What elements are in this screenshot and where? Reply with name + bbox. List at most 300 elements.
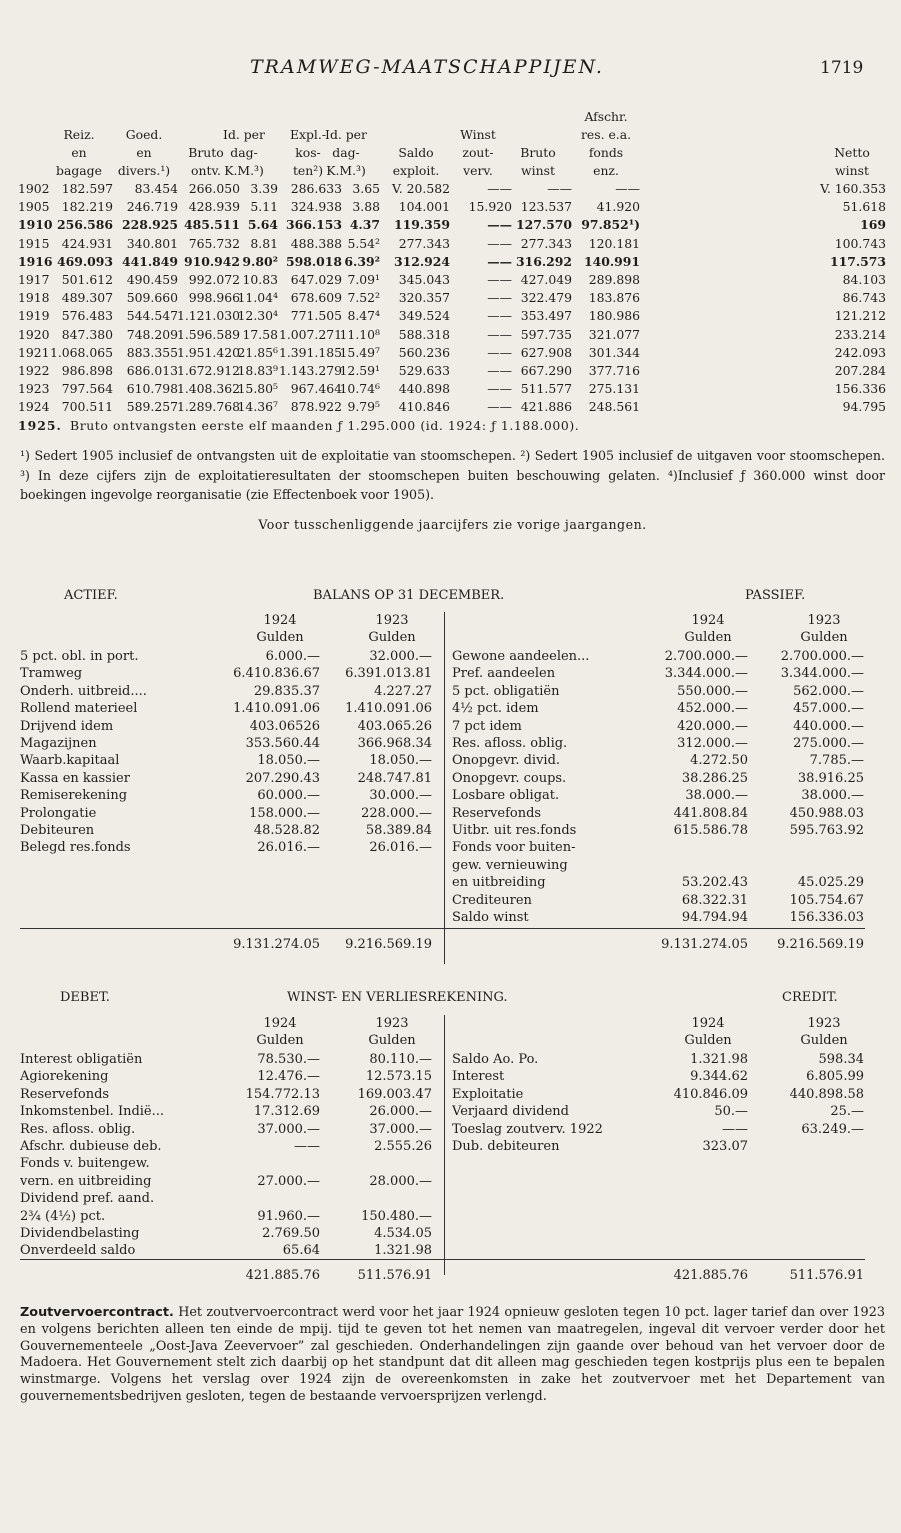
row-year: 1917: [18, 271, 50, 287]
balance-right-value: 2.700.000.—: [664, 649, 748, 664]
pl-right-value: 25.—: [830, 1104, 864, 1120]
results-row: [18, 198, 888, 216]
row-value: 83.454: [134, 181, 178, 196]
row-value: 1.289.768: [176, 399, 240, 415]
row-value: 10.83: [242, 271, 278, 287]
row-value: 883.355: [126, 344, 178, 360]
results-header-cell: dag-: [332, 145, 360, 160]
row-value: 169: [860, 217, 886, 233]
results-row: [18, 380, 888, 398]
row-value: 9.80²: [242, 253, 278, 269]
pl-left-value: 2.555.26: [374, 1139, 432, 1154]
results-row: [18, 326, 888, 344]
results-header-cell: Bruto: [188, 145, 224, 160]
row-value: 353.497: [520, 308, 572, 324]
balance-right-value: 2.700.000.—: [780, 649, 864, 664]
pl-left-value: 37.000.—: [257, 1121, 320, 1137]
row-value: 5.64: [247, 217, 278, 233]
pl-total-rule: [20, 1259, 865, 1260]
row-value: 312.924: [393, 253, 450, 269]
pl-left-label: Dividendbelasting: [20, 1226, 140, 1241]
row-value: ——: [487, 217, 512, 233]
pl-right-label: Saldo Ao. Po.: [452, 1052, 539, 1067]
results-header-row: [18, 108, 888, 126]
row-year: 1916: [18, 253, 53, 269]
results-header-cell: verv.: [463, 163, 493, 178]
row-value: 560.236: [398, 344, 450, 360]
row-value: 878.922: [290, 399, 342, 415]
row-value: ——: [487, 181, 512, 196]
row-value: 3.88: [352, 199, 380, 215]
balance-left-value: 403.065.26: [357, 718, 432, 734]
pl-year-l: 1923: [375, 1016, 409, 1031]
balance-left-value: 60.000.—: [257, 788, 320, 804]
row-value: 182.219: [61, 199, 113, 215]
balance-right-value: 312.000.—: [677, 736, 748, 751]
results-header-cell: Afschr.: [584, 109, 628, 124]
row-value: 8.47⁴: [347, 308, 380, 324]
pl-left-value: 12.573.15: [365, 1069, 432, 1085]
results-row: [18, 180, 888, 198]
row-year: 1923: [18, 381, 50, 397]
balance-divider: [444, 612, 445, 964]
pl-total-left: 511.576.91: [357, 1268, 432, 1283]
pl-left-value: 91.960.—: [257, 1208, 320, 1224]
row-year: 1925.: [18, 418, 62, 434]
pl-unit-r: Gulden: [800, 1033, 848, 1048]
balance-left-value: 403.06526: [249, 718, 320, 734]
balance-left-label: Remiserekening: [20, 788, 128, 804]
results-header-cell: Netto: [834, 145, 870, 160]
pl-left-value: 78.530.—: [257, 1052, 320, 1067]
pl-right-value: 1.321.98: [690, 1052, 748, 1067]
balance-left-value: 1.410.091.06: [233, 701, 320, 717]
row-value: 748.209: [126, 326, 178, 342]
row-year: 1918: [18, 290, 50, 306]
row-value: 797.564: [61, 381, 113, 397]
row-value: 86.743: [842, 290, 886, 306]
results-header-cell: en: [136, 145, 152, 160]
row-value: 301.344: [588, 344, 640, 360]
balance-right-label: Pref. aandeelen: [452, 666, 556, 682]
balance-right-value: 441.808.84: [673, 805, 748, 821]
pl-left-value: 37.000.—: [369, 1121, 432, 1137]
balance-right-label: Saldo winst: [452, 910, 529, 925]
pl-left-label: Afschr. dubieuse deb.: [20, 1139, 162, 1154]
row-value: 576.483: [61, 308, 113, 324]
pl-right-label: Dub. debiteuren: [452, 1139, 560, 1154]
row-value: 11.04⁴: [237, 290, 278, 306]
balance-left-value: 366.968.34: [357, 736, 432, 751]
balance-right-label: Losbare obligat.: [452, 788, 560, 804]
balance-left-value: 26.016.—: [257, 840, 320, 856]
row-value: 15.80⁵: [237, 381, 278, 397]
balance-sheet: [20, 612, 885, 972]
results-header-cell: Id. per: [223, 127, 265, 142]
balance-left-value: 6.391.013.81: [345, 666, 432, 682]
pl-total-right: 421.885.76: [673, 1268, 748, 1283]
row-value: 1.143.279: [278, 362, 342, 378]
row-value: 345.043: [398, 271, 450, 287]
row-value: 324.938: [290, 199, 342, 215]
results-header-cell: fonds: [588, 145, 624, 160]
results-header-cell: Reiz.: [63, 127, 95, 142]
balance-right-label: Onopgevr. coups.: [452, 770, 567, 786]
see-previous-note: Voor tusschenliggende jaarcijfers zie vorige jaargangen.: [258, 516, 647, 532]
row-value: 100.743: [834, 235, 886, 251]
row-value: ——: [487, 344, 512, 360]
row-value: 529.633: [398, 362, 450, 378]
row-value: 3.39: [250, 181, 278, 196]
row-value: 127.570: [515, 217, 572, 233]
row-value: V. 160.353: [820, 181, 886, 196]
row-value: 84.103: [842, 271, 886, 287]
balance-left-value: 26.016.—: [369, 840, 432, 856]
results-header-cell: winst: [835, 163, 869, 178]
balance-left-label: Debiteuren: [20, 823, 95, 838]
row-value: 1.596.589: [176, 326, 240, 342]
balance-left-value: 48.528.82: [253, 823, 320, 838]
row-value: 967.464: [290, 381, 342, 397]
row-value: ——: [487, 326, 512, 342]
balance-left-value: 4.227.27: [374, 683, 432, 699]
pl-right-label: Toeslag zoutverv. 1922: [452, 1121, 603, 1137]
balance-year-r: 1924: [691, 613, 725, 628]
pl-left-label: Reservefonds: [20, 1086, 110, 1102]
row-value: 41.920: [596, 199, 640, 215]
row-value: 266.050: [188, 181, 240, 196]
results-header-cell: zout-: [462, 145, 494, 160]
pl-left-value: 1.321.98: [374, 1243, 432, 1259]
row-1925-text: Bruto ontvangsten eerste elf maanden ƒ 1.295.000 (id. 1924: ƒ 1.188.000).: [70, 418, 580, 434]
pl-right-value: 50.—: [714, 1104, 748, 1120]
balance-year-l: 1923: [375, 613, 409, 628]
results-header-cell: kos-: [295, 145, 321, 160]
row-value: 207.284: [834, 362, 886, 378]
balance-left-label: Drijvend idem: [20, 718, 114, 734]
row-value: 509.660: [126, 290, 178, 306]
balance-right-title: PASSIEF.: [745, 588, 806, 603]
row-value: 12.59¹: [339, 362, 380, 378]
row-value: 588.318: [398, 326, 450, 342]
row-value: ——: [487, 381, 512, 397]
balance-right-label: Reservefonds: [452, 805, 542, 821]
results-header-cell: Bruto: [520, 145, 556, 160]
pl-left-value: ——: [294, 1139, 320, 1154]
balance-right-label: Res. afloss. oblig.: [452, 736, 568, 751]
footnotes: ¹) Sedert 1905 inclusief de ontvangsten uit de exploitatie van stoomschepen. ²) Sedert 1905 inclusief de uitgaven voor stoomschepen. ³) In deze cijfers zijn de exploitatieresultaten der stoomschepen buiten beschouwing gelaten. ⁴)Inclusief ƒ 360.000 winst door boekingen ingevolge reorganisatie (zie Effectenboek voor 1905).: [20, 448, 885, 502]
page-number: 1719: [820, 58, 864, 78]
pl-left-label: Agiorekening: [20, 1069, 109, 1085]
balance-left-value: 29.835.37: [253, 683, 320, 699]
results-header-cell: res. e.a.: [580, 127, 632, 142]
row-value: 4.37: [349, 217, 380, 233]
row-value: ——: [615, 181, 640, 196]
pl-left-value: 12.476.—: [257, 1069, 320, 1085]
row-value: ——: [487, 271, 512, 287]
balance-unit-l: Gulden: [256, 630, 304, 645]
results-header-row: [18, 162, 888, 180]
row-value: 320.357: [398, 290, 450, 306]
balance-right-label: Crediteuren: [452, 892, 532, 908]
row-value: 366.153: [285, 217, 342, 233]
row-value: 7.09¹: [347, 271, 380, 287]
results-header-cell: K.M.³): [224, 163, 264, 178]
row-value: 349.524: [398, 308, 450, 324]
row-value: 242.093: [834, 344, 886, 360]
results-header-row: [18, 144, 888, 162]
balance-right-value: 550.000.—: [677, 683, 748, 699]
pl-left-label: 2¾ (4½) pct.: [20, 1208, 106, 1224]
pl-right-label: Verjaard dividend: [452, 1104, 569, 1120]
row-value: 256.586: [56, 217, 113, 233]
balance-year-r: 1923: [807, 613, 841, 628]
row-value: 610.798: [126, 381, 178, 397]
balance-left-value: 18.050.—: [257, 753, 320, 769]
row-value: 847.380: [61, 326, 113, 342]
results-row: [18, 235, 888, 253]
row-value: 686.013: [126, 362, 178, 378]
balance-unit-l: Gulden: [368, 630, 416, 645]
balance-left-label: Prolongatie: [20, 805, 97, 821]
results-header-cell: winst: [521, 163, 555, 178]
balance-title: BALANS OP 31 DECEMBER.: [313, 588, 505, 603]
row-value: 440.898: [398, 381, 450, 397]
results-header-cell: Saldo: [398, 145, 434, 160]
row-value: 97.852¹): [581, 217, 640, 233]
balance-right-value: 38.286.25: [681, 770, 748, 786]
row-value: 277.343: [398, 235, 450, 251]
pl-right-label: Interest: [452, 1069, 505, 1085]
balance-total-rule: [20, 928, 865, 929]
balance-left-value: 58.389.84: [365, 823, 432, 838]
row-value: 1.672.912: [176, 362, 240, 378]
pl-left-label: Fonds v. buitengew.: [20, 1156, 150, 1172]
pl-right-value: 598.34: [818, 1052, 864, 1067]
results-row: [18, 398, 888, 416]
row-value: 286.633: [290, 181, 342, 196]
row-value: 123.537: [520, 199, 572, 215]
pl-left-label: Res. afloss. oblig.: [20, 1121, 136, 1137]
row-value: 910.942: [183, 253, 240, 269]
row-value: 7.52²: [347, 290, 380, 306]
pl-left-value: 27.000.—: [257, 1173, 320, 1189]
row-value: 119.359: [393, 217, 450, 233]
row-value: 424.931: [61, 235, 113, 251]
row-value: 700.511: [61, 399, 113, 415]
row-value: 10.74⁶: [339, 381, 380, 397]
pl-left-label: Interest obligatiën: [20, 1052, 143, 1067]
pl-left-value: 65.64: [282, 1243, 320, 1259]
balance-left-value: 353.560.44: [245, 736, 320, 751]
balance-left-value: 6.410.836.67: [233, 666, 320, 682]
row-value: ——: [487, 308, 512, 324]
row-value: ——: [487, 290, 512, 306]
balance-left-label: Magazijnen: [20, 736, 97, 751]
row-value: 120.181: [588, 235, 640, 251]
row-value: 183.876: [588, 290, 640, 306]
pl-left-label: vern. en uitbreiding: [20, 1173, 152, 1189]
row-year: 1915: [18, 235, 50, 251]
results-row: [18, 344, 888, 362]
balance-total-left: 9.131.274.05: [233, 937, 320, 952]
results-header-cell: ten²): [292, 163, 324, 178]
row-value: 18.83⁹: [237, 362, 278, 378]
balance-left-value: 1.410.091.06: [345, 701, 432, 717]
balance-unit-r: Gulden: [684, 630, 732, 645]
row-value: 441.849: [121, 253, 178, 269]
row-value: 289.898: [588, 271, 640, 287]
balance-left-label: Waarb.kapitaal: [20, 753, 120, 769]
balance-right-value: 562.000.—: [793, 683, 864, 699]
balance-left-value: 6.000.—: [265, 649, 320, 664]
row-year: 1919: [18, 308, 50, 324]
pl-right-value: 9.344.62: [690, 1069, 748, 1085]
paragraph-text: Het zoutvervoercontract werd voor het jaar 1924 opnieuw gesloten tegen 10 pct. lager tarief dan over 1923 en volgens berichten alleen ten einde de mpij. tijd te geven tot het nemen van maatregelen, ingeval dit vervoer verder door het Gouvernementeele „Oost-Java Zeevervoer” zal geschieden. Onderhandelingen zijn gaande over behoud van het vervoer door de Madoera. Het Gouvernement stelt zich daarbij op het standpunt dat dit alleen mag geschieden tegen kostprijs plus een te bepalen winstmarge. Volgens het verslag over 1924 zijn de overeenkomsten in zake het zoutvervoer met het Departement van gouvernementsbedrijven gesloten, tegen de bestaande vervoersprijzen verlengd.: [20, 1305, 885, 1404]
row-year: 1920: [18, 326, 50, 342]
row-value: 248.561: [588, 399, 640, 415]
balance-right-label: en uitbreiding: [452, 875, 546, 891]
row-value: 678.609: [290, 290, 342, 306]
row-value: 14.36⁷: [237, 399, 278, 415]
row-value: 544.547: [126, 308, 178, 324]
balance-left-label: Tramweg: [20, 666, 83, 682]
row-value: 8.81: [250, 235, 278, 251]
pl-left-value: 4.534.05: [374, 1226, 432, 1241]
balance-left-label: Belegd res.fonds: [20, 840, 131, 856]
row-value: 11.10⁸: [339, 326, 380, 342]
pl-left-title: DEBET.: [60, 990, 110, 1005]
row-value: 12.30⁴: [237, 308, 278, 324]
row-value: 469.093: [56, 253, 113, 269]
pl-unit-l: Gulden: [368, 1033, 416, 1048]
balance-left-value: 158.000.—: [249, 805, 320, 821]
balance-right-value: 105.754.67: [789, 892, 864, 908]
pl-year-r: 1923: [807, 1016, 841, 1031]
balance-left-label: Kassa en kassier: [20, 770, 130, 786]
balance-left-value: 248.747.81: [357, 770, 432, 786]
results-row: [18, 216, 888, 234]
row-value: 501.612: [61, 271, 113, 287]
row-value: ——: [487, 235, 512, 251]
row-value: 992.072: [188, 271, 240, 287]
row-value: 1.068.065: [49, 344, 113, 360]
row-value: 1.408.362: [176, 381, 240, 397]
results-header-cell: en: [71, 145, 87, 160]
results-row: [18, 362, 888, 380]
pl-divider: [444, 1015, 445, 1275]
pl-right-value: 440.898.58: [789, 1086, 864, 1102]
pl-left-value: 80.110.—: [369, 1052, 432, 1067]
pl-left-value: 154.772.13: [245, 1086, 320, 1102]
results-header-cell: Id. per: [325, 127, 367, 142]
balance-right-value: 53.202.43: [681, 875, 748, 891]
balance-right-value: 38.000.—: [685, 788, 748, 804]
row-value: 511.577: [520, 381, 572, 397]
row-value: 765.732: [188, 235, 240, 251]
pl-title: WINST- EN VERLIESREKENING.: [287, 990, 508, 1005]
row-value: 1.951.420: [176, 344, 240, 360]
balance-total-right: 9.131.274.05: [661, 937, 748, 952]
row-value: 627.908: [520, 344, 572, 360]
row-value: 51.618: [842, 199, 886, 215]
balance-right-value: 3.344.000.—: [664, 666, 748, 682]
results-header-cell: Goed.: [125, 127, 163, 142]
pl-year-l: 1924: [263, 1016, 297, 1031]
row-value: 488.388: [290, 235, 342, 251]
results-table: [18, 108, 888, 436]
balance-left-value: 32.000.—: [369, 649, 432, 664]
balance-right-value: 595.763.92: [789, 823, 864, 838]
row-value: 17.58: [242, 326, 278, 342]
row-value: 6.39²: [344, 253, 380, 269]
row-value: 104.001: [398, 199, 450, 215]
pl-left-value: 150.480.—: [361, 1208, 432, 1224]
pl-unit-r: Gulden: [684, 1033, 732, 1048]
balance-right-value: 38.916.25: [797, 770, 864, 786]
pl-right-value: 323.07: [702, 1139, 748, 1154]
pl-right-label: Exploitatie: [452, 1086, 524, 1102]
row-value: 275.131: [588, 381, 640, 397]
row-value: 3.65: [352, 181, 380, 196]
balance-right-value: 275.000.—: [793, 736, 864, 751]
row-value: 321.077: [588, 326, 640, 342]
balance-right-value: 156.336.03: [789, 910, 864, 925]
row-value: 156.336: [834, 381, 886, 397]
row-value: 485.511: [183, 217, 240, 233]
row-value: 771.505: [290, 308, 342, 324]
pl-year-r: 1924: [691, 1016, 725, 1031]
row-year: 1902: [18, 181, 50, 196]
row-value: 140.991: [583, 253, 640, 269]
row-value: ——: [547, 181, 572, 196]
results-header-cell: Winst: [460, 127, 496, 142]
balance-right-value: 3.344.000.—: [780, 666, 864, 682]
results-row: [18, 271, 888, 289]
row-value: ——: [487, 399, 512, 415]
row-value: 428.939: [188, 199, 240, 215]
balance-right-value: 45.025.29: [797, 875, 864, 891]
balance-right-value: 68.322.31: [681, 892, 748, 908]
row-value: 1.007.271: [278, 326, 342, 342]
row-year: 1924: [18, 399, 50, 415]
profit-loss-account: [20, 1013, 885, 1298]
row-value: 986.898: [61, 362, 113, 378]
row-value: 597.735: [520, 326, 572, 342]
results-header-cell: bagage: [56, 163, 102, 178]
balance-right-label: Fonds voor buiten-: [452, 840, 576, 856]
pl-unit-l: Gulden: [256, 1033, 304, 1048]
row-value: 667.290: [520, 362, 572, 378]
row-value: 316.292: [515, 253, 572, 269]
row-value: 9.79⁵: [347, 399, 380, 415]
balance-left-value: 18.050.—: [369, 753, 432, 769]
row-value: 427.049: [520, 271, 572, 287]
balance-right-value: 457.000.—: [793, 701, 864, 717]
pl-left-value: 169.003.47: [357, 1086, 432, 1102]
results-row: [18, 253, 888, 271]
balance-right-value: 452.000.—: [677, 701, 748, 717]
row-value: 180.986: [588, 308, 640, 324]
balance-right-label: Uitbr. uit res.fonds: [452, 823, 577, 838]
balance-right-value: 94.794.94: [681, 910, 748, 925]
row-value: 233.214: [834, 326, 886, 342]
balance-right-value: 420.000.—: [677, 718, 748, 734]
balance-left-label: Onderh. uitbreid....: [20, 683, 147, 699]
balance-left-value: 207.290.43: [245, 770, 320, 786]
results-header-cell: dag-: [230, 145, 258, 160]
results-row: [18, 307, 888, 325]
